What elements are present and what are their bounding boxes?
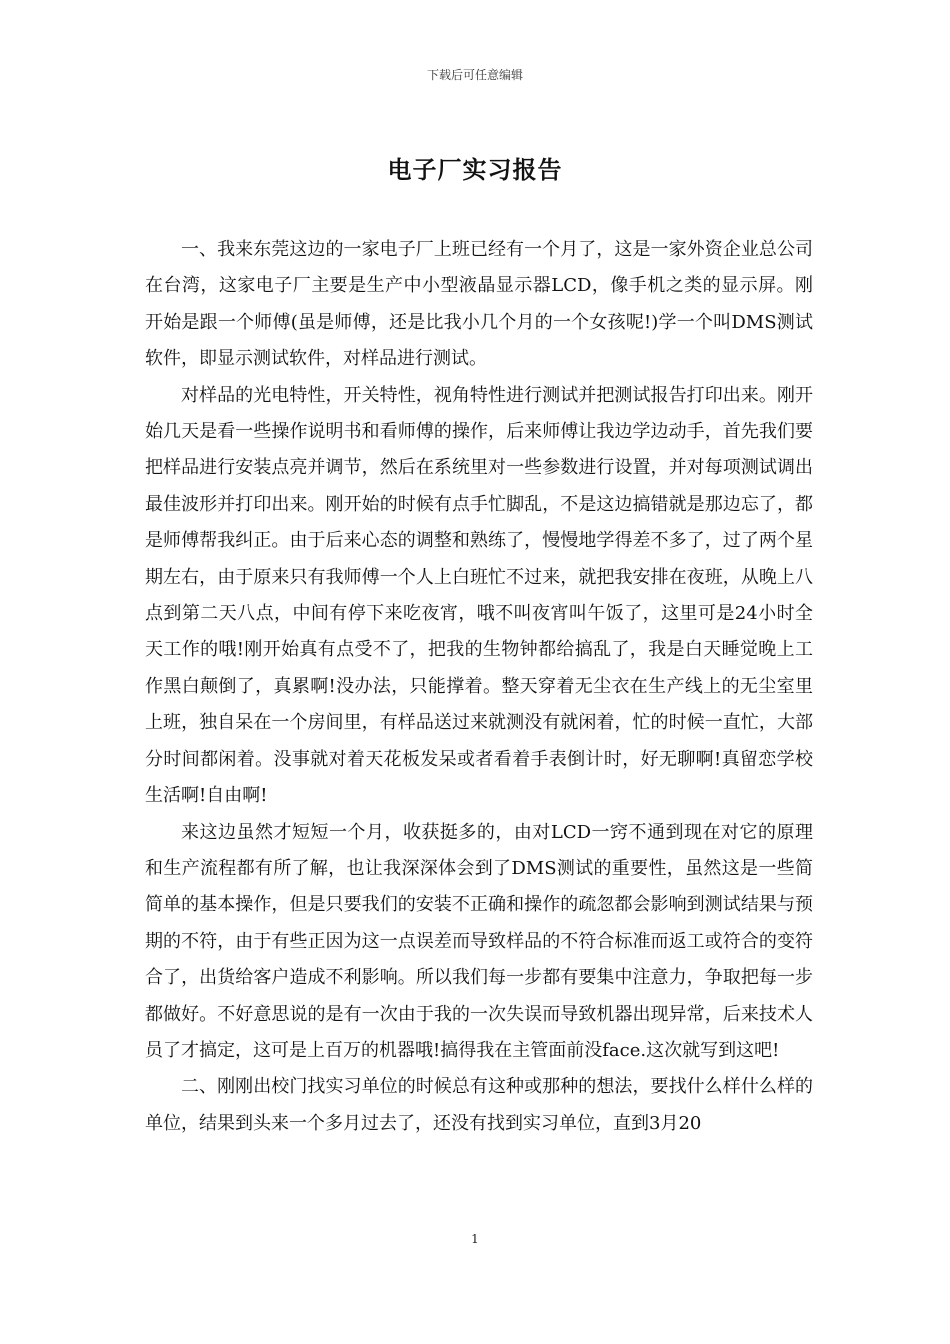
- document-title: 电子厂实习报告: [387, 155, 563, 184]
- header-note: 下载后可任意编辑: [426, 68, 523, 82]
- paragraph-4: 二、刚刚出校门找实习单位的时候总有这种或那种的想法，要找什么样什么样的单位，结果到头来一个多月过去了，还没有找到实习单位，直到3月20: [145, 1076, 813, 1134]
- paragraph-3: 来这边虽然才短短一个月，收获挺多的，由对LCD一窍不通到现在对它的原理和生产流程都有所了解，也让我深深体会到了DMS测试的重要性，虽然这是一些简简单的基本操作，但是只要我们的安装不正确和操作的疏忽都会影响到测试结果与预期的不符，由于有些正因为这一点误差而导致样品的不符合标准而返工或符合的变符合了，出货给客户造成不利影响。所以我们每一步都有要集中注意力，争取把每一步都做好。不好意思说的是有一次由于我的一次失误而导致机器出现异常，后来技术人员了才搞定，这可是上百万的机器哦!搞得我在主管面前没face.这次就写到这吧!: [145, 821, 813, 1061]
- paragraph-2: 对样品的光电特性，开关特性，视角特性进行测试并把测试报告打印出来。刚开始几天是看一些操作说明书和看师傅的操作，后来师傅让我边学边动手，首先我们要把样品进行安装点亮并调节，然后在系统里对一些参数进行设置，并对每项测试调出最佳波形并打印出来。刚开始的时候有点手忙脚乱，不是这边搞错就是那边忘了，都是师傅帮我纠正。由于后来心态的调整和熟练了，慢慢地学得差不多了，过了两个星期左右，由于原来只有我师傅一个人上白班忙不过来，就把我安排在夜班，从晚上八点到第二天八点，中间有停下来吃夜宵，哦不叫夜宵叫午饭了，这里可是24小时全天工作的哦!刚开始真有点受不了，把我的生物钟都给搞乱了，我是白天睡觉晚上工作黑白颠倒了，真累啊!没办法，只能撑着。整天穿着无尘衣在生产线上的无尘室里上班，独自呆在一个房间里，有样品送过来就测没有就闲着，忙的时候一直忙，大部分时间都闲着。没事就对着天花板发呆或者看着手表倒计时，好无聊啊!真留恋学校生活啊!自由啊!: [145, 384, 813, 807]
- document-body: [145, 232, 813, 1142]
- paragraph-1: 一、我来东莞这边的一家电子厂上班已经有一个月了，这是一家外资企业总公司在台湾，这家电子厂主要是生产中小型液晶显示器LCD，像手机之类的显示屏。刚开始是跟一个师傅(虽是师傅，还是比我小几个月的一个女孩呢!)学一个叫DMS测试软件，即显示测试软件，对样品进行测试。: [145, 239, 813, 370]
- page-number: 1: [471, 1232, 479, 1246]
